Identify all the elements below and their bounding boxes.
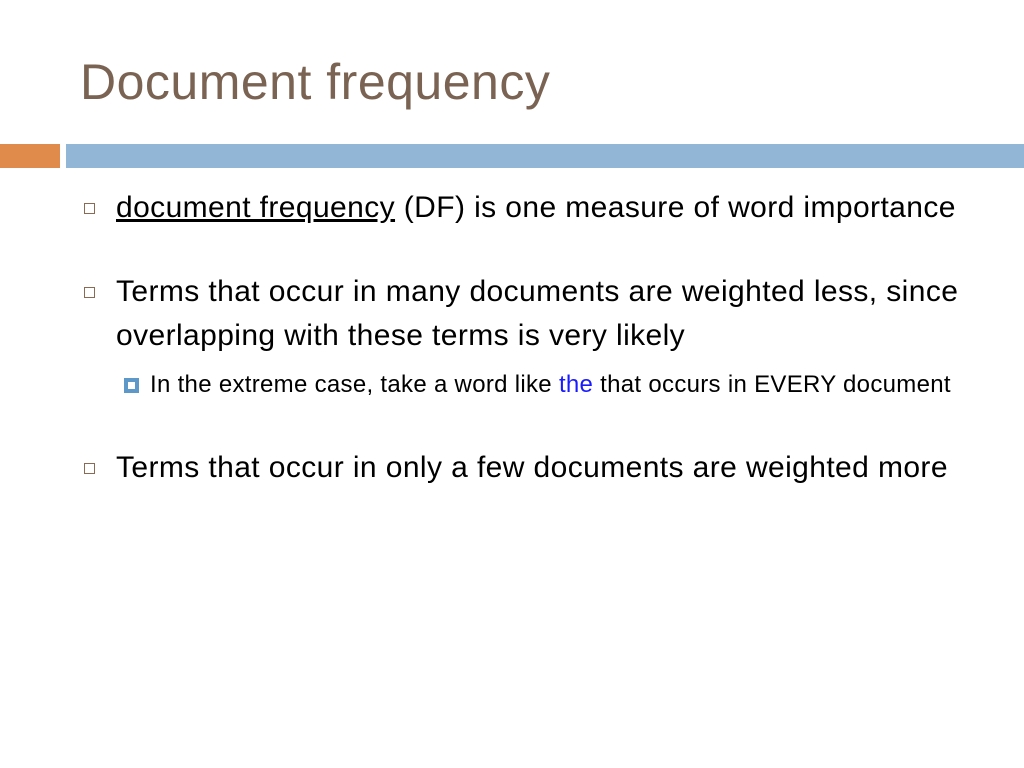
square-bullet-icon [84,287,95,298]
page-title: Document frequency [80,54,551,110]
sub-bullet-text: that occurs in EVERY document [593,371,951,398]
sub-bullet-item-extreme-case [116,366,982,404]
filled-square-bullet-icon [124,378,139,393]
bullet-item-document-frequency [82,186,982,230]
bullet-item-rare-terms [82,446,982,490]
bullet-text: Terms that occur in many documents are weighted less, since overlapping with these terms is very likely [116,275,959,352]
bullet-text: Terms that occur in only a few documents are weighted more [116,451,948,484]
square-bullet-icon [84,203,95,214]
title-divider-bar [66,144,1024,168]
square-bullet-icon [84,463,95,474]
highlighted-word: the [558,371,594,398]
term-document-frequency: document frequency [116,191,396,224]
bullet-text: (DF) is one measure of word importance [395,191,956,224]
sub-bullet-text: In the extreme case, take a word like [150,371,559,398]
bullet-item-common-terms [82,270,982,358]
title-accent-bar [0,144,60,168]
bullet-list [82,186,982,490]
